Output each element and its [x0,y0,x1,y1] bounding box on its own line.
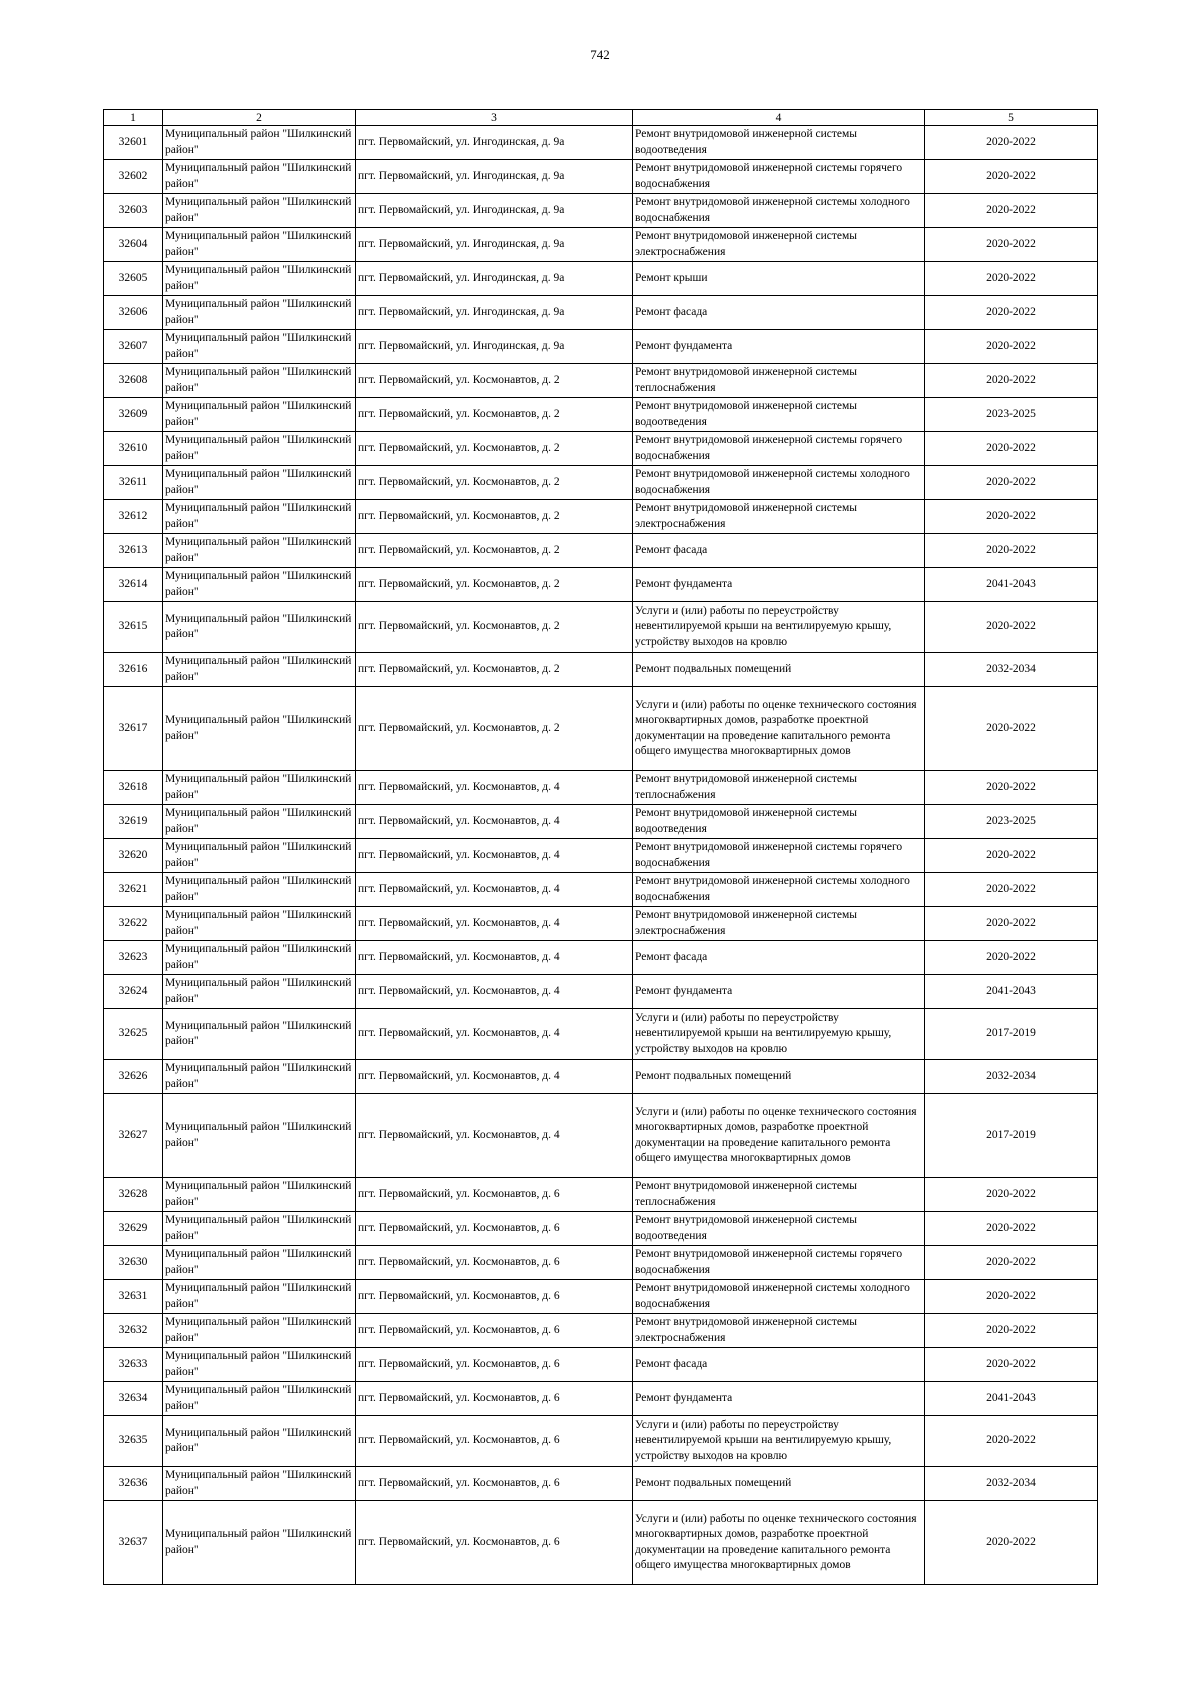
table-row [104,126,1098,160]
address-cell: пгт. Первомайский, ул. Космонавтов, д. 2 [356,364,633,398]
table-row [104,1009,1098,1060]
row-number-cell: 32629 [104,1212,163,1246]
address-cell: пгт. Первомайский, ул. Космонавтов, д. 4 [356,975,633,1009]
period-cell: 2032-2034 [925,1060,1098,1094]
table-header-row [104,110,1098,126]
district-cell: Муниципальный район "Шилкинский район" [163,1501,356,1585]
row-number-cell: 32621 [104,873,163,907]
address-cell: пгт. Первомайский, ул. Космонавтов, д. 2 [356,568,633,602]
row-number-cell: 32614 [104,568,163,602]
work-type-cell: Ремонт внутридомовой инженерной системы холодного водоснабжения [633,873,925,907]
table-row [104,1382,1098,1416]
district-cell: Муниципальный район "Шилкинский район" [163,873,356,907]
table-row [104,1212,1098,1246]
address-cell: пгт. Первомайский, ул. Ингодинская, д. 9а [356,262,633,296]
address-cell: пгт. Первомайский, ул. Космонавтов, д. 4 [356,907,633,941]
table-row [104,1501,1098,1585]
district-cell: Муниципальный район "Шилкинский район" [163,500,356,534]
district-cell: Муниципальный район "Шилкинский район" [163,296,356,330]
table-row [104,687,1098,771]
table-row [104,907,1098,941]
district-cell: Муниципальный район "Шилкинский район" [163,1009,356,1060]
table-row [104,228,1098,262]
period-cell: 2020-2022 [925,687,1098,771]
address-cell: пгт. Первомайский, ул. Космонавтов, д. 2 [356,653,633,687]
period-cell: 2041-2043 [925,975,1098,1009]
table-row [104,194,1098,228]
period-cell: 2023-2025 [925,805,1098,839]
work-type-cell: Ремонт внутридомовой инженерной системы горячего водоснабжения [633,432,925,466]
address-cell: пгт. Первомайский, ул. Космонавтов, д. 4 [356,1094,633,1178]
address-cell: пгт. Первомайский, ул. Ингодинская, д. 9а [356,296,633,330]
row-number-cell: 32617 [104,687,163,771]
work-type-cell: Ремонт внутридомовой инженерной системы водоотведения [633,1212,925,1246]
address-cell: пгт. Первомайский, ул. Космонавтов, д. 6 [356,1246,633,1280]
table-row [104,805,1098,839]
period-cell: 2020-2022 [925,262,1098,296]
row-number-cell: 32605 [104,262,163,296]
address-cell: пгт. Первомайский, ул. Космонавтов, д. 6 [356,1348,633,1382]
period-cell: 2020-2022 [925,1348,1098,1382]
district-cell: Муниципальный район "Шилкинский район" [163,1212,356,1246]
district-cell: Муниципальный район "Шилкинский район" [163,398,356,432]
address-cell: пгт. Первомайский, ул. Космонавтов, д. 4 [356,1060,633,1094]
period-cell: 2023-2025 [925,398,1098,432]
table-row [104,975,1098,1009]
district-cell: Муниципальный район "Шилкинский район" [163,1348,356,1382]
district-cell: Муниципальный район "Шилкинский район" [163,228,356,262]
address-cell: пгт. Первомайский, ул. Ингодинская, д. 9а [356,126,633,160]
row-number-cell: 32606 [104,296,163,330]
period-cell: 2020-2022 [925,1246,1098,1280]
address-cell: пгт. Первомайский, ул. Космонавтов, д. 2 [356,466,633,500]
work-type-cell: Ремонт внутридомовой инженерной системы электроснабжения [633,228,925,262]
address-cell: пгт. Первомайский, ул. Космонавтов, д. 6 [356,1467,633,1501]
work-type-cell: Ремонт внутридомовой инженерной системы холодного водоснабжения [633,194,925,228]
period-cell: 2020-2022 [925,873,1098,907]
work-type-cell: Ремонт фундамента [633,1382,925,1416]
row-number-cell: 32610 [104,432,163,466]
table-row [104,839,1098,873]
row-number-cell: 32603 [104,194,163,228]
row-number-cell: 32611 [104,466,163,500]
work-type-cell: Ремонт крыши [633,262,925,296]
row-number-cell: 32632 [104,1314,163,1348]
district-cell: Муниципальный район "Шилкинский район" [163,1094,356,1178]
row-number-cell: 32608 [104,364,163,398]
repair-schedule-table [103,109,1098,1585]
period-cell: 2020-2022 [925,364,1098,398]
work-type-cell: Ремонт внутридомовой инженерной системы теплоснабжения [633,771,925,805]
table-row [104,296,1098,330]
address-cell: пгт. Первомайский, ул. Космонавтов, д. 2 [356,687,633,771]
work-type-cell: Услуги и (или) работы по оценке технического состояния многоквартирных домов, разработке проектной документации на проведение капитального ремонта общего имущества многоквартирных домов [633,687,925,771]
row-number-cell: 32615 [104,602,163,653]
work-type-cell: Ремонт фундамента [633,568,925,602]
work-type-cell: Ремонт внутридомовой инженерной системы водоотведения [633,805,925,839]
table-row [104,330,1098,364]
period-cell: 2020-2022 [925,228,1098,262]
column-header-4: 4 [633,110,925,126]
district-cell: Муниципальный район "Шилкинский район" [163,1382,356,1416]
table-row [104,1314,1098,1348]
work-type-cell: Ремонт внутридомовой инженерной системы электроснабжения [633,907,925,941]
district-cell: Муниципальный район "Шилкинский район" [163,975,356,1009]
row-number-cell: 32624 [104,975,163,1009]
address-cell: пгт. Первомайский, ул. Космонавтов, д. 2 [356,602,633,653]
column-header-1: 1 [104,110,163,126]
address-cell: пгт. Первомайский, ул. Космонавтов, д. 4 [356,1009,633,1060]
table-row [104,466,1098,500]
period-cell: 2020-2022 [925,839,1098,873]
period-cell: 2020-2022 [925,330,1098,364]
work-type-cell: Ремонт подвальных помещений [633,1467,925,1501]
address-cell: пгт. Первомайский, ул. Ингодинская, д. 9а [356,330,633,364]
row-number-cell: 32609 [104,398,163,432]
district-cell: Муниципальный район "Шилкинский район" [163,805,356,839]
address-cell: пгт. Первомайский, ул. Космонавтов, д. 2 [356,398,633,432]
row-number-cell: 32634 [104,1382,163,1416]
work-type-cell: Услуги и (или) работы по переустройству невентилируемой крыши на вентилируемую крышу, устройству выходов на кровлю [633,1009,925,1060]
period-cell: 2020-2022 [925,941,1098,975]
page-number: 742 [590,47,610,62]
district-cell: Муниципальный район "Шилкинский район" [163,839,356,873]
table-row [104,1246,1098,1280]
address-cell: пгт. Первомайский, ул. Космонавтов, д. 6 [356,1382,633,1416]
work-type-cell: Ремонт подвальных помещений [633,653,925,687]
table-row [104,500,1098,534]
work-type-cell: Ремонт внутридомовой инженерной системы горячего водоснабжения [633,1246,925,1280]
period-cell: 2020-2022 [925,432,1098,466]
work-type-cell: Ремонт внутридомовой инженерной системы горячего водоснабжения [633,160,925,194]
table-row [104,364,1098,398]
row-number-cell: 32619 [104,805,163,839]
row-number-cell: 32613 [104,534,163,568]
period-cell: 2032-2034 [925,1467,1098,1501]
period-cell: 2020-2022 [925,194,1098,228]
district-cell: Муниципальный район "Шилкинский район" [163,653,356,687]
table-row [104,432,1098,466]
period-cell: 2020-2022 [925,500,1098,534]
row-number-cell: 32604 [104,228,163,262]
column-header-3: 3 [356,110,633,126]
work-type-cell: Ремонт фасада [633,941,925,975]
work-type-cell: Услуги и (или) работы по оценке технического состояния многоквартирных домов, разработке проектной документации на проведение капитального ремонта общего имущества многоквартирных домов [633,1094,925,1178]
row-number-cell: 32620 [104,839,163,873]
table-row [104,1416,1098,1467]
address-cell: пгт. Первомайский, ул. Ингодинская, д. 9а [356,160,633,194]
district-cell: Муниципальный район "Шилкинский район" [163,262,356,296]
work-type-cell: Ремонт внутридомовой инженерной системы электроснабжения [633,500,925,534]
table-row [104,1060,1098,1094]
district-cell: Муниципальный район "Шилкинский район" [163,1314,356,1348]
table-row [104,1467,1098,1501]
district-cell: Муниципальный район "Шилкинский район" [163,941,356,975]
work-type-cell: Услуги и (или) работы по переустройству невентилируемой крыши на вентилируемую крышу, устройству выходов на кровлю [633,1416,925,1467]
address-cell: пгт. Первомайский, ул. Космонавтов, д. 4 [356,873,633,907]
district-cell: Муниципальный район "Шилкинский район" [163,432,356,466]
row-number-cell: 32628 [104,1178,163,1212]
work-type-cell: Ремонт фасада [633,296,925,330]
table-row [104,568,1098,602]
period-cell: 2020-2022 [925,1280,1098,1314]
address-cell: пгт. Первомайский, ул. Космонавтов, д. 6 [356,1212,633,1246]
address-cell: пгт. Первомайский, ул. Космонавтов, д. 2 [356,534,633,568]
row-number-cell: 32636 [104,1467,163,1501]
period-cell: 2020-2022 [925,907,1098,941]
period-cell: 2017-2019 [925,1009,1098,1060]
address-cell: пгт. Первомайский, ул. Ингодинская, д. 9а [356,194,633,228]
period-cell: 2020-2022 [925,1416,1098,1467]
address-cell: пгт. Первомайский, ул. Космонавтов, д. 6 [356,1501,633,1585]
address-cell: пгт. Первомайский, ул. Космонавтов, д. 4 [356,805,633,839]
district-cell: Муниципальный район "Шилкинский район" [163,534,356,568]
work-type-cell: Ремонт внутридомовой инженерной системы холодного водоснабжения [633,1280,925,1314]
work-type-cell: Ремонт внутридомовой инженерной системы холодного водоснабжения [633,466,925,500]
period-cell: 2020-2022 [925,771,1098,805]
period-cell: 2017-2019 [925,1094,1098,1178]
address-cell: пгт. Первомайский, ул. Ингодинская, д. 9а [356,228,633,262]
period-cell: 2041-2043 [925,568,1098,602]
row-number-cell: 32625 [104,1009,163,1060]
period-cell: 2041-2043 [925,1382,1098,1416]
district-cell: Муниципальный район "Шилкинский район" [163,126,356,160]
work-type-cell: Ремонт внутридомовой инженерной системы водоотведения [633,126,925,160]
address-cell: пгт. Первомайский, ул. Космонавтов, д. 6 [356,1416,633,1467]
table-row [104,160,1098,194]
district-cell: Муниципальный район "Шилкинский район" [163,330,356,364]
column-header-5: 5 [925,110,1098,126]
district-cell: Муниципальный район "Шилкинский район" [163,1467,356,1501]
district-cell: Муниципальный район "Шилкинский район" [163,907,356,941]
period-cell: 2020-2022 [925,160,1098,194]
row-number-cell: 32635 [104,1416,163,1467]
address-cell: пгт. Первомайский, ул. Космонавтов, д. 4 [356,839,633,873]
district-cell: Муниципальный район "Шилкинский район" [163,771,356,805]
period-cell: 2020-2022 [925,1178,1098,1212]
address-cell: пгт. Первомайский, ул. Космонавтов, д. 6 [356,1178,633,1212]
table-body [104,126,1098,1585]
row-number-cell: 32622 [104,907,163,941]
work-type-cell: Ремонт внутридомовой инженерной системы теплоснабжения [633,364,925,398]
table-row [104,1178,1098,1212]
period-cell: 2020-2022 [925,1314,1098,1348]
district-cell: Муниципальный район "Шилкинский район" [163,1246,356,1280]
address-cell: пгт. Первомайский, ул. Космонавтов, д. 4 [356,771,633,805]
row-number-cell: 32633 [104,1348,163,1382]
district-cell: Муниципальный район "Шилкинский район" [163,194,356,228]
address-cell: пгт. Первомайский, ул. Космонавтов, д. 4 [356,941,633,975]
address-cell: пгт. Первомайский, ул. Космонавтов, д. 6 [356,1280,633,1314]
address-cell: пгт. Первомайский, ул. Космонавтов, д. 2 [356,500,633,534]
table-row [104,873,1098,907]
district-cell: Муниципальный район "Шилкинский район" [163,602,356,653]
work-type-cell: Ремонт фасада [633,1348,925,1382]
row-number-cell: 32623 [104,941,163,975]
period-cell: 2020-2022 [925,126,1098,160]
row-number-cell: 32630 [104,1246,163,1280]
row-number-cell: 32637 [104,1501,163,1585]
district-cell: Муниципальный район "Шилкинский район" [163,364,356,398]
district-cell: Муниципальный район "Шилкинский район" [163,1060,356,1094]
table-row [104,1348,1098,1382]
column-header-2: 2 [163,110,356,126]
work-type-cell: Ремонт фасада [633,534,925,568]
table-row [104,653,1098,687]
work-type-cell: Услуги и (или) работы по оценке технического состояния многоквартирных домов, разработке проектной документации на проведение капитального ремонта общего имущества многоквартирных домов [633,1501,925,1585]
work-type-cell: Ремонт внутридомовой инженерной системы электроснабжения [633,1314,925,1348]
period-cell: 2020-2022 [925,1212,1098,1246]
row-number-cell: 32616 [104,653,163,687]
address-cell: пгт. Первомайский, ул. Космонавтов, д. 2 [356,432,633,466]
work-type-cell: Ремонт внутридомовой инженерной системы горячего водоснабжения [633,839,925,873]
period-cell: 2020-2022 [925,466,1098,500]
district-cell: Муниципальный район "Шилкинский район" [163,687,356,771]
row-number-cell: 32612 [104,500,163,534]
work-type-cell: Ремонт внутридомовой инженерной системы теплоснабжения [633,1178,925,1212]
address-cell: пгт. Первомайский, ул. Космонавтов, д. 6 [356,1314,633,1348]
work-type-cell: Ремонт фундамента [633,975,925,1009]
table-row [104,1094,1098,1178]
period-cell: 2020-2022 [925,602,1098,653]
row-number-cell: 32631 [104,1280,163,1314]
table-row [104,262,1098,296]
period-cell: 2032-2034 [925,653,1098,687]
table-row [104,941,1098,975]
row-number-cell: 32601 [104,126,163,160]
district-cell: Муниципальный район "Шилкинский район" [163,1416,356,1467]
table-row [104,534,1098,568]
district-cell: Муниципальный район "Шилкинский район" [163,568,356,602]
period-cell: 2020-2022 [925,1501,1098,1585]
district-cell: Муниципальный район "Шилкинский район" [163,1280,356,1314]
table-row [104,398,1098,432]
period-cell: 2020-2022 [925,534,1098,568]
district-cell: Муниципальный район "Шилкинский район" [163,160,356,194]
row-number-cell: 32618 [104,771,163,805]
table-row [104,602,1098,653]
work-type-cell: Ремонт внутридомовой инженерной системы водоотведения [633,398,925,432]
district-cell: Муниципальный район "Шилкинский район" [163,1178,356,1212]
table-row [104,771,1098,805]
work-type-cell: Ремонт фундамента [633,330,925,364]
row-number-cell: 32607 [104,330,163,364]
table-row [104,1280,1098,1314]
period-cell: 2020-2022 [925,296,1098,330]
row-number-cell: 32602 [104,160,163,194]
district-cell: Муниципальный район "Шилкинский район" [163,466,356,500]
work-type-cell: Услуги и (или) работы по переустройству невентилируемой крыши на вентилируемую крышу, устройству выходов на кровлю [633,602,925,653]
row-number-cell: 32627 [104,1094,163,1178]
row-number-cell: 32626 [104,1060,163,1094]
work-type-cell: Ремонт подвальных помещений [633,1060,925,1094]
